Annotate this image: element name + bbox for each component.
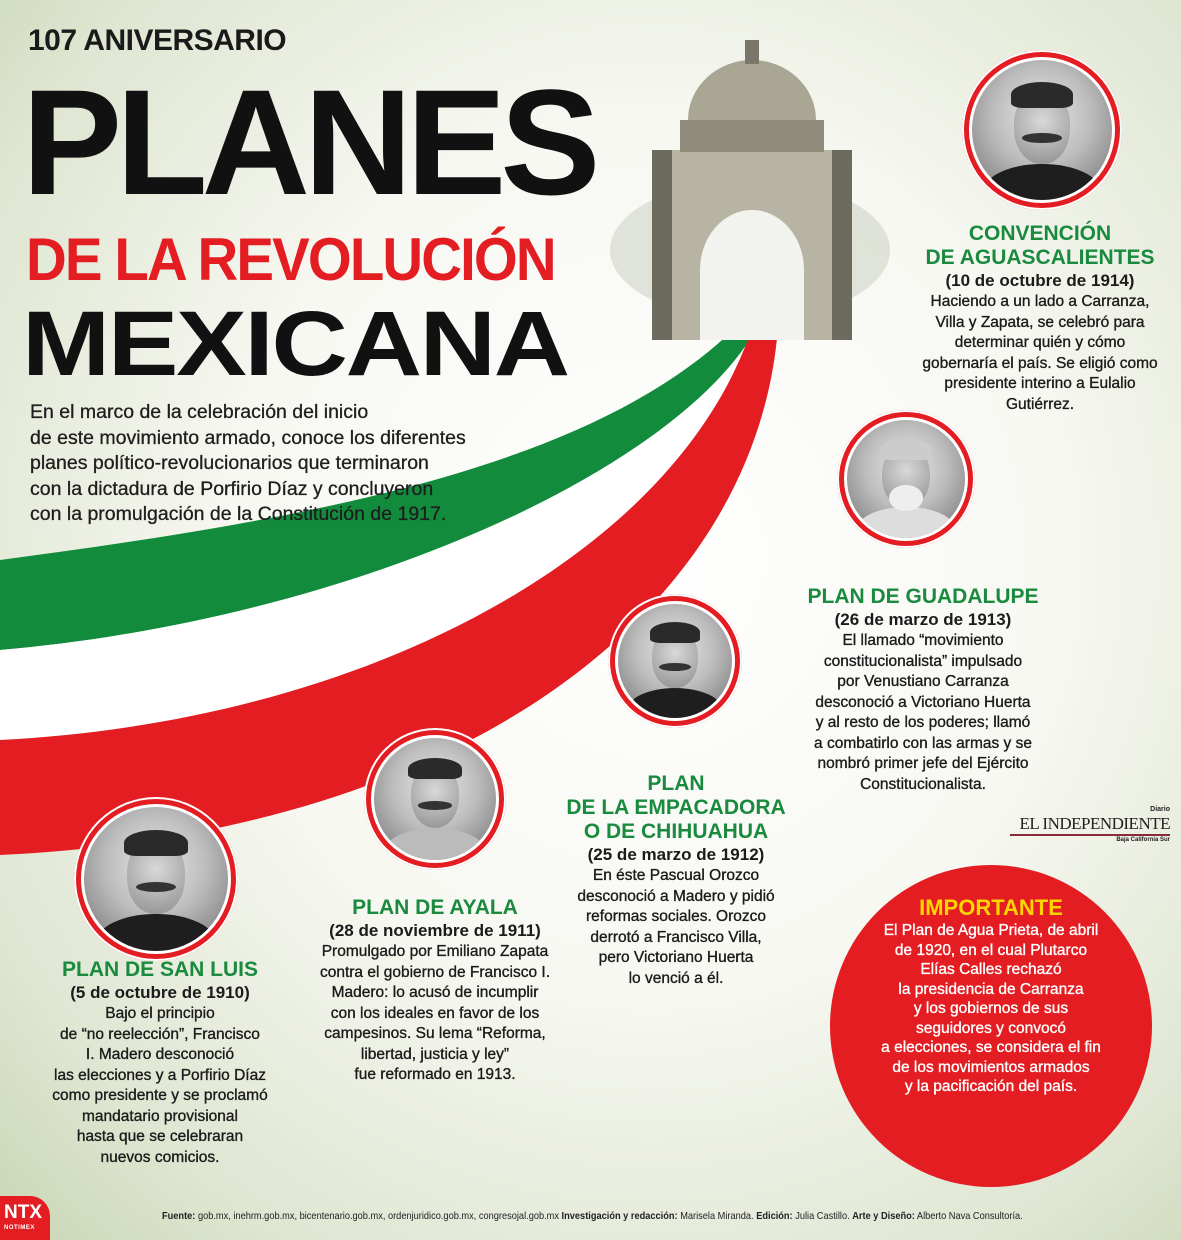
text-line: Haciendo a un lado a Carranza, [930, 293, 1150, 310]
title-planes: PLANES [22, 58, 595, 226]
title-mexicana: MEXICANA [22, 293, 568, 395]
portrait-carranza [837, 410, 975, 548]
credits-footer: Fuente: gob.mx, inehrm.gob.mx, bicentenario.gob.mx, ordenjuridico.gob.mx, congresojal.gob.mx Investigación y redacción: Marisela Miranda. Edición: Julia Castillo. Arte y Diseño: Alberto Nava Consultoría. [162, 1210, 1023, 1222]
text-line: desconoció a Victoriano Huerta [815, 693, 1031, 711]
plan-description [52, 1004, 267, 1168]
text-line: de los movimientos armados [892, 1058, 1090, 1076]
text-line: PLAN [647, 772, 705, 795]
text-line: planes político-revolucionarios que terminaron [30, 452, 429, 474]
text-line: seguidores y convocó [916, 1019, 1066, 1037]
text-line: determinar quién y cómo [954, 334, 1126, 351]
plan-title [807, 585, 1038, 609]
plan-date: (26 de marzo de 1913) [834, 610, 1012, 629]
text-line: PLAN DE GUADALUPE [807, 585, 1039, 608]
plan-title [52, 958, 267, 982]
text-line: mandatario provisional [82, 1107, 238, 1125]
important-title: IMPORTANTE [919, 895, 1063, 920]
text-line: O DE CHIHUAHUA [583, 820, 769, 843]
notimex-logo: NTX NOTIMEX [0, 1196, 50, 1240]
plan-date: (28 de noviembre de 1911) [329, 921, 541, 940]
text-line: DE LA EMPACADORA [566, 796, 786, 819]
plan-description [922, 292, 1157, 415]
portrait-zapata [364, 728, 506, 870]
text-line: Constitucionalista. [860, 775, 986, 793]
plan-ayala [320, 896, 550, 1086]
text-line: I. Madero desconoció [85, 1046, 235, 1063]
text-line: nuevos comicios. [100, 1148, 220, 1166]
text-line: contra el gobierno de Francisco I. [319, 963, 551, 981]
portrait-gutierrez [962, 50, 1122, 210]
text-line: PLAN DE AYALA [352, 896, 518, 919]
monument-image [610, 40, 890, 340]
text-line: presidente interino a Eulalio [944, 375, 1136, 392]
text-line: desconoció a Madero y pidió [577, 887, 775, 905]
text-line: con la promulgación de la Constitución de 1917. [30, 503, 447, 525]
text-line: constitucionalista” impulsado [823, 652, 1023, 670]
important-circle [830, 865, 1152, 1187]
el-independiente-logo: Diario EL INDEPENDIENTE Baja California Sur [1010, 805, 1170, 845]
title-revolucion: DE LA REVOLUCIÓN [26, 226, 555, 293]
text-line: a elecciones, se considera el fin [881, 1039, 1101, 1056]
text-line: y los gobiernos de sus [913, 1000, 1069, 1017]
text-line: Bajo el principio [105, 1005, 215, 1022]
text-line: derrotó a Francisco Villa, [590, 928, 762, 946]
text-line: la presidencia de Carranza [898, 980, 1084, 998]
text-line: Gutiérrez. [1005, 395, 1075, 413]
text-line: El llamado “movimiento [842, 632, 1004, 649]
text-line: por Venustiano Carranza [837, 673, 1009, 690]
text-line: Madero: lo acusó de incumplir [331, 984, 539, 1001]
plan-date: (10 de octubre de 1914) [945, 271, 1135, 290]
text-line: a combatirlo con las armas y se [814, 734, 1032, 752]
text-line: con los ideales en favor de los [330, 1004, 540, 1022]
plan-title [922, 222, 1157, 270]
plan-empacadora [566, 772, 785, 989]
text-line: hasta que se celebraran [76, 1128, 244, 1145]
portrait-madero [74, 797, 238, 961]
plan-date: (25 de marzo de 1912) [587, 845, 765, 864]
text-line: reformas sociales. Orozco [585, 908, 767, 925]
text-line: de 1920, en el cual Plutarco [894, 941, 1088, 959]
plan-san-luis [52, 958, 267, 1168]
text-line: Villa y Zapata, se celebró para [935, 313, 1145, 331]
plan-description [566, 866, 785, 989]
text-line: nombró primer jefe del Ejército [817, 755, 1029, 772]
text-line: En el marco de la celebración del inicio [30, 401, 369, 423]
text-line: El Plan de Agua Prieta, de abril [883, 922, 1099, 939]
portrait-orozco [608, 594, 742, 728]
plan-date: (5 de octubre de 1910) [70, 983, 250, 1002]
plan-description [320, 942, 550, 1086]
text-line: gobernaría el país. Se eligió como [922, 354, 1158, 372]
text-line: como presidente y se proclamó [52, 1087, 268, 1104]
text-line: de este movimiento armado, conoce los diferentes [30, 426, 466, 449]
text-line: las elecciones y a Porfirio Díaz [54, 1066, 266, 1084]
text-line: DE AGUASCALIENTES [925, 246, 1155, 269]
text-line: campesinos. Su lema “Reforma, [324, 1025, 546, 1042]
anniversary-label: 107 ANIVERSARIO [28, 24, 287, 57]
text-line: Promulgado por Emiliano Zapata [321, 943, 549, 960]
text-line: de “no reelección”, Francisco [60, 1025, 260, 1043]
plan-title [566, 772, 785, 844]
text-line: En éste Pascual Orozco [592, 867, 760, 884]
text-line: lo venció a él. [628, 969, 724, 987]
plan-description [807, 631, 1038, 795]
text-line: y al resto de los poderes; llamó [815, 714, 1031, 731]
text-line: con la dictadura de Porfirio Díaz y concluyeron [30, 477, 434, 500]
text-line: CONVENCIÓN [968, 222, 1112, 245]
text-line: fue reformado en 1913. [354, 1066, 516, 1083]
text-line: libertad, justicia y ley” [360, 1045, 510, 1063]
text-line: PLAN DE SAN LUIS [61, 958, 259, 981]
plan-aguascalientes [922, 222, 1157, 415]
intro-paragraph [30, 400, 550, 528]
important-body [830, 921, 1152, 1097]
plan-title [320, 896, 550, 920]
text-line: pero Victoriano Huerta [598, 949, 754, 966]
text-line: y la pacificación del país. [904, 1078, 1078, 1095]
text-line: Elías Calles rechazó [920, 961, 1062, 978]
plan-guadalupe [807, 585, 1038, 795]
